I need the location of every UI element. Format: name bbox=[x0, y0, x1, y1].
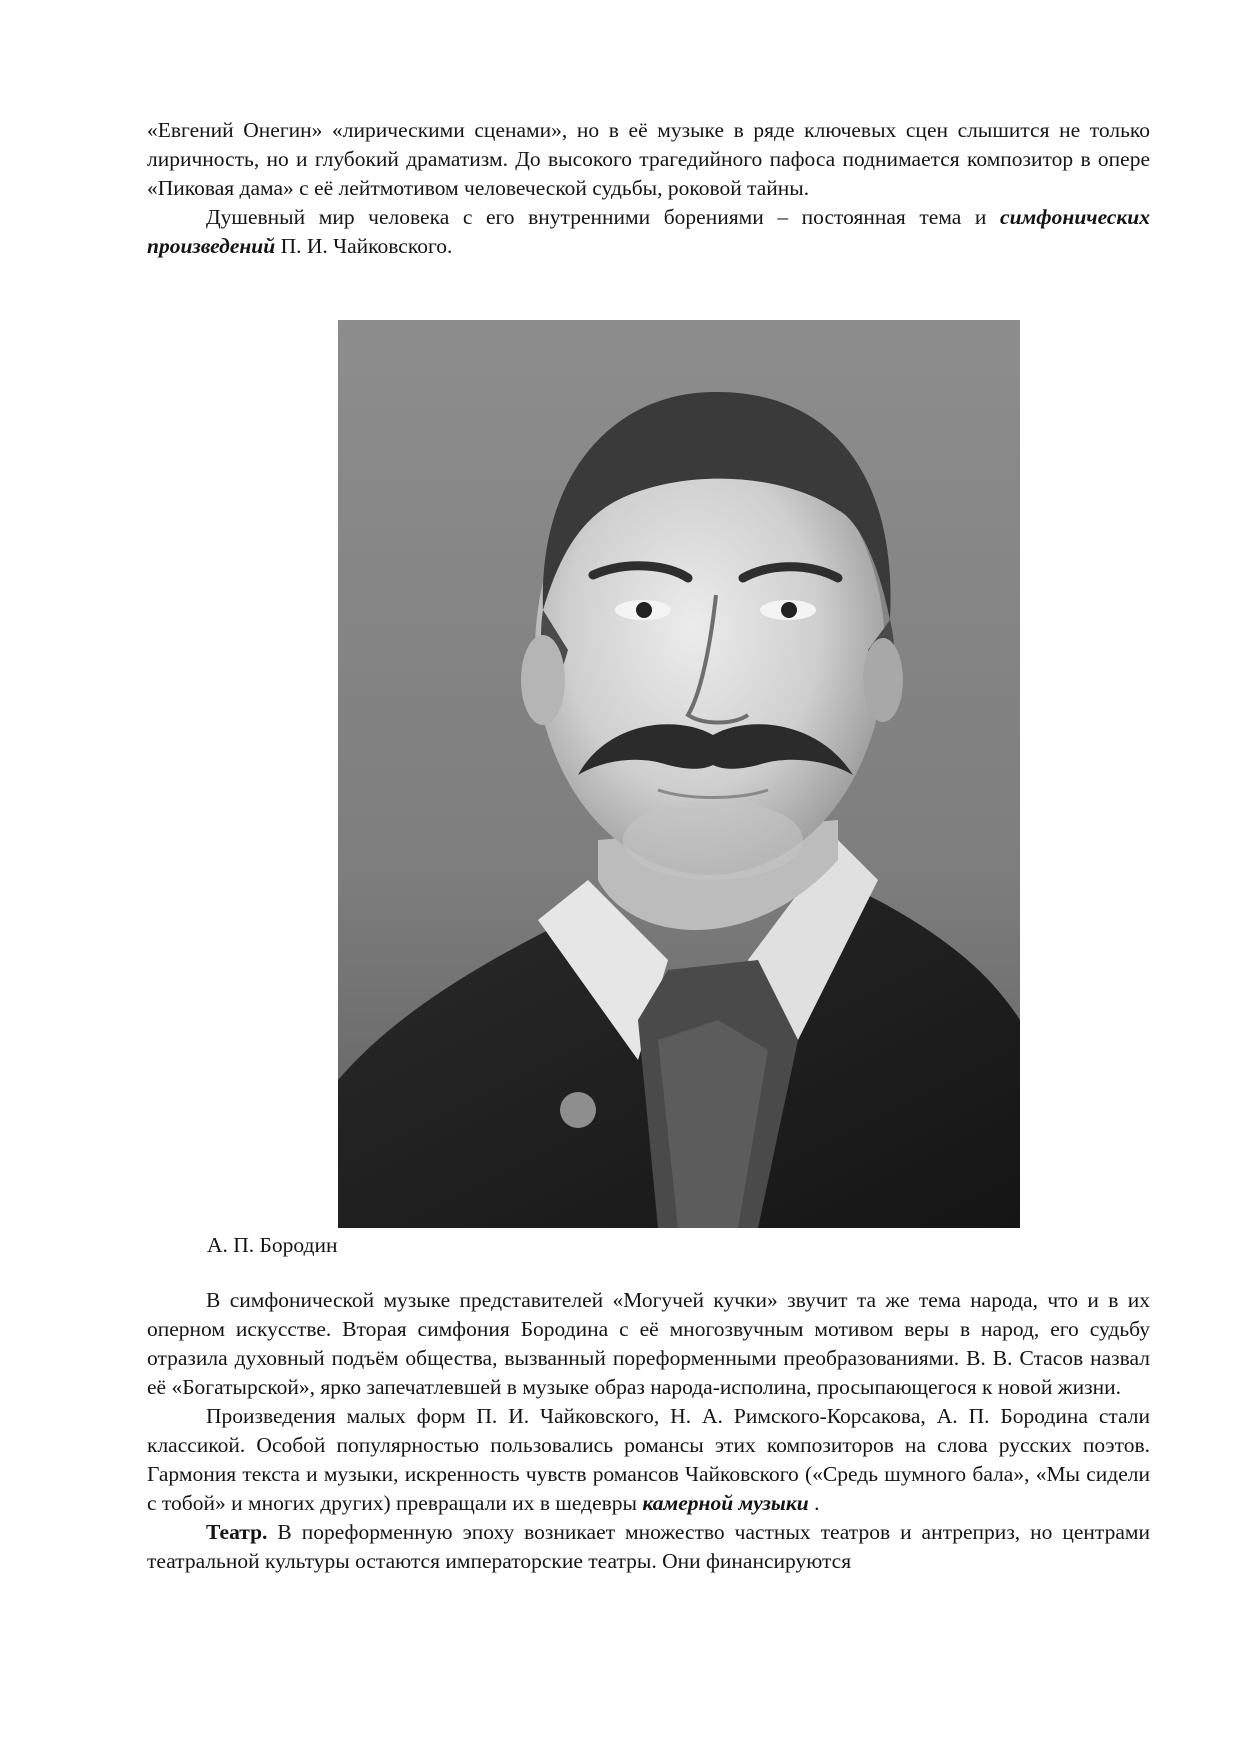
paragraph-small-forms bbox=[147, 1402, 1150, 1518]
paragraph-theatre bbox=[147, 1518, 1150, 1576]
paragraph-symphonic bbox=[147, 203, 1150, 261]
term-chamber-music: камерной музыки bbox=[642, 1491, 809, 1515]
portrait-image bbox=[338, 320, 1020, 1228]
text-block-top bbox=[147, 116, 1150, 261]
heading-theatre: Театр. bbox=[206, 1520, 268, 1544]
paragraph-small-forms-text: Произведения малых форм П. И. Чайковского, Н. А. Римского-Корсакова, А. П. Бородина стали классикой. Особой популярностью пользовались романсы этих композиторов на слова русских поэтов. Гармония текста и музыки, искренность чувств романсов Чайковского («Средь шумного бала», «Мы сидели с тобой» и многих других) превращали их в шедевры bbox=[147, 1404, 1150, 1515]
text-block-bottom bbox=[147, 1286, 1150, 1576]
paragraph-mighty-handful-text: В симфонической музыке представителей «Могучей кучки» звучит та же тема народа, что и в их оперном искусстве. Вторая симфония Бородина с её многозвучным мотивом веры в народ, его судьбу отразила духовный подъём общества, вызванный пореформенными преобразованиями. В. В. Стасов назвал её «Богатырской», ярко запечатлевшей в музыке образ народа-исполина, просыпающегося к новой жизни. bbox=[147, 1288, 1150, 1399]
portrait-drawing bbox=[338, 320, 1020, 1228]
paragraph-small-forms-end: . bbox=[808, 1491, 820, 1515]
paragraph-mighty-handful bbox=[147, 1286, 1150, 1402]
paragraph-onegin bbox=[147, 116, 1150, 203]
term-symphonic-works: симфонических произведений bbox=[147, 205, 1150, 258]
paragraph-symphonic-text: Душевный мир человека с его внутренними борениями – постоянная тема и bbox=[206, 205, 1001, 229]
paragraph-symphonic-end: П. И. Чайковского. bbox=[275, 234, 453, 258]
paragraph-onegin-text: «Евгений Онегин» «лирическими сценами», но в её музыке в ряде ключевых сцен слышится не только лиричность, но и глубокий драматизм. До высокого трагедийного пафоса поднимается композитор в опере «Пиковая дама» с её лейтмотивом человеческой судьбы, роковой тайны. bbox=[147, 118, 1150, 200]
figure-caption: А. П. Бородин bbox=[207, 1233, 338, 1257]
paragraph-theatre-text: В пореформенную эпоху возникает множество частных театров и антреприз, но центрами театральной культуры остаются императорские театры. Они финансируются bbox=[147, 1520, 1150, 1573]
